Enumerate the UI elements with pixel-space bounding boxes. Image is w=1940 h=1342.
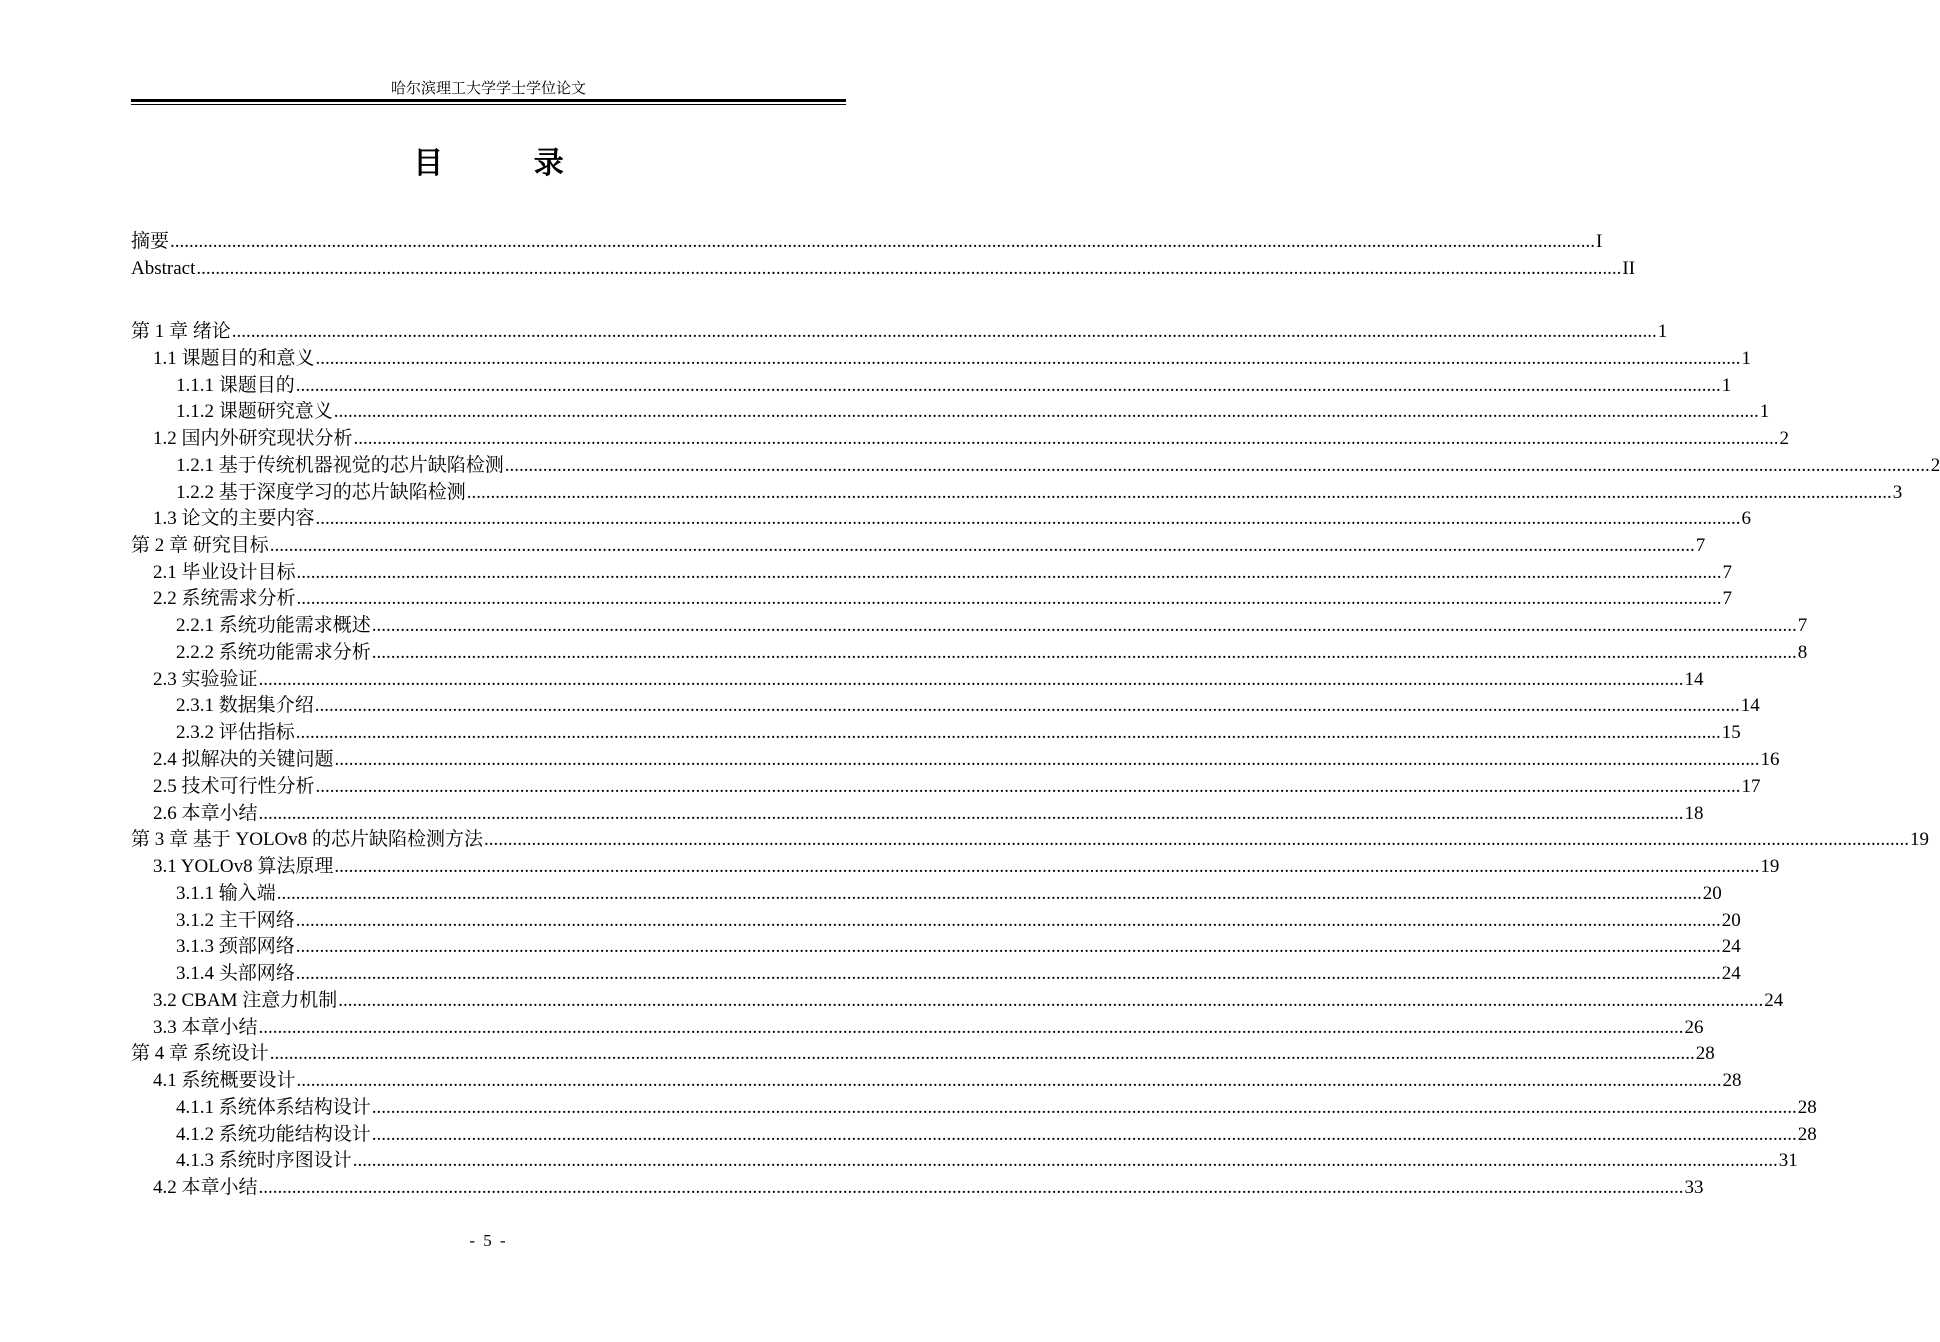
toc-entry-label: 1.2 国内外研究现状分析 [153,428,353,449]
toc-entry-label: 1.1.2 课题研究意义 [176,401,333,422]
toc-entry-page: 28 [1722,1070,1742,1091]
dot-leader: ............................................................................................................................................................................................................................................................................................................ [352,1150,1778,1171]
toc-entry[interactable] [131,1148,1798,1174]
dot-leader: ............................................................................................................................................................................................................................................................................................................ [258,669,1684,690]
toc-entry-page: I [1596,231,1603,252]
toc-entry-page: 6 [1741,508,1752,529]
toc-entry-page: 14 [1684,669,1704,690]
toc-entry[interactable] [131,667,1704,693]
dot-leader: ............................................................................................................................................................................................................................................................................................................ [371,1097,1797,1118]
dot-leader: ............................................................................................................................................................................................................................................................................................................ [315,508,1741,529]
toc-entry-page: 19 [1910,829,1930,850]
toc-entry-label: 1.1.1 课题目的 [176,375,295,396]
toc-entry[interactable] [131,934,1741,960]
dot-leader: ............................................................................................................................................................................................................................................................................................................ [314,695,1740,716]
toc-entry[interactable] [131,1122,1817,1148]
toc-entry-label: 3.1.2 主干网络 [176,910,295,931]
toc-entry-label: 第 3 章 基于 YOLOv8 的芯片缺陷检测方法 [131,829,484,850]
dot-leader: ............................................................................................................................................................................................................................................................................................................ [504,455,1930,476]
toc-entry-page: 33 [1684,1177,1704,1198]
toc-entry[interactable] [131,613,1808,639]
toc-entry[interactable] [131,693,1760,719]
toc-entry[interactable] [131,988,1784,1014]
dot-leader: ............................................................................................................................................................................................................................................................................................................ [170,231,1596,252]
toc-entry-page: 15 [1721,722,1741,743]
toc-entry[interactable] [131,426,1790,452]
dot-leader: ............................................................................................................................................................................................................................................................................................................ [371,1124,1797,1145]
toc-entry-page: 16 [1760,749,1780,770]
dot-leader: ............................................................................................................................................................................................................................................................................................................ [296,588,1722,609]
header-rule-thick [131,99,846,102]
dot-leader: ............................................................................................................................................................................................................................................................................................................ [333,401,1759,422]
toc-entry[interactable] [131,453,1940,479]
toc-entry[interactable] [131,480,1903,506]
dot-leader: ............................................................................................................................................................................................................................................................................................................ [296,1070,1722,1091]
dot-leader: ............................................................................................................................................................................................................................................................................................................ [371,615,1797,636]
toc-entry[interactable] [131,640,1808,666]
toc-entry-label: 2.1 毕业设计目标 [153,562,296,583]
toc-entry-label: 2.2.2 系统功能需求分析 [176,642,371,663]
toc-entry-page: 7 [1797,615,1808,636]
dot-leader: ............................................................................................................................................................................................................................................................................................................ [466,482,1892,503]
toc-entry-label: 1.2.1 基于传统机器视觉的芯片缺陷检测 [176,455,504,476]
dot-leader: ............................................................................................................................................................................................................................................................................................................ [231,321,1657,342]
toc-entry-page: 20 [1702,883,1722,904]
dot-leader: ............................................................................................................................................................................................................................................................................................................ [295,722,1721,743]
toc-entry-label: 2.5 技术可行性分析 [153,776,315,797]
toc-entry[interactable] [131,533,1706,559]
dot-leader: ............................................................................................................................................................................................................................................................................................................ [484,829,1910,850]
toc-entry-label: 2.2.1 系统功能需求概述 [176,615,371,636]
page-number: - 5 - [469,1231,508,1250]
toc-entry-page: 3 [1892,482,1903,503]
toc-entry[interactable] [131,774,1761,800]
toc-entry-page: 20 [1721,910,1741,931]
toc-entry-label: Abstract [131,258,196,279]
toc-entry-label: 4.1.2 系统功能结构设计 [176,1124,371,1145]
toc-entry-page: 24 [1721,963,1741,984]
toc-entry-page: 7 [1722,562,1733,583]
toc-entry-page: 2 [1779,428,1790,449]
toc-entry-label: 1.2.2 基于深度学习的芯片缺陷检测 [176,482,466,503]
toc-entry[interactable] [131,854,1780,880]
dot-leader: ............................................................................................................................................................................................................................................................................................................ [295,963,1721,984]
toc-entry-label: 4.2 本章小结 [153,1177,258,1198]
toc-entry-label: 3.1 YOLOv8 算法原理 [153,856,334,877]
toc-entry-label: 3.3 本章小结 [153,1017,258,1038]
toc-entry[interactable] [131,1068,1742,1094]
toc-entry-page: 24 [1721,936,1741,957]
toc-entry-label: 2.4 拟解决的关键问题 [153,749,334,770]
dot-leader: ............................................................................................................................................................................................................................................................................................................ [295,375,1721,396]
toc-entry[interactable] [131,720,1741,746]
toc-entry[interactable] [131,1095,1817,1121]
toc-entry[interactable] [131,229,1603,255]
dot-leader: ............................................................................................................................................................................................................................................................................................................ [258,803,1684,824]
toc-entry-label: 摘要 [131,231,170,252]
toc-entry[interactable] [131,506,1752,532]
toc-entry-label: 2.3 实验验证 [153,669,258,690]
toc-entry-label: 2.2 系统需求分析 [153,588,296,609]
toc-entry-page: 18 [1684,803,1704,824]
dot-leader: ............................................................................................................................................................................................................................................................................................................ [296,562,1722,583]
header-rule-thin [131,104,846,105]
running-header: 哈尔滨理工大学学士学位论文 [390,79,586,97]
toc-entry[interactable] [131,881,1722,907]
toc-entry-label: 3.1.4 头部网络 [176,963,295,984]
toc-entry[interactable] [131,399,1770,425]
toc-entry-label: 1.3 论文的主要内容 [153,508,315,529]
toc-entry-page: 19 [1760,856,1780,877]
toc-entry[interactable] [131,586,1733,612]
toc-entry-label: 4.1.1 系统体系结构设计 [176,1097,371,1118]
dot-leader: ............................................................................................................................................................................................................................................................................................................ [276,883,1702,904]
toc-entry-page: 24 [1764,990,1784,1011]
toc-entry-page: 28 [1797,1124,1817,1145]
toc-entry[interactable] [131,373,1732,399]
toc-entry-label: 2.6 本章小结 [153,803,258,824]
toc-entry-page: II [1622,258,1636,279]
toc-entry[interactable] [131,747,1780,773]
toc-entry-label: 第 4 章 系统设计 [131,1043,269,1064]
toc-entry[interactable] [131,1041,1715,1067]
toc-entry-page: 14 [1740,695,1760,716]
toc-entry-page: 2 [1930,455,1940,476]
toc-entry-page: 1 [1721,375,1732,396]
toc-entry-label: 1.1 课题目的和意义 [153,348,315,369]
dot-leader: ............................................................................................................................................................................................................................................................................................................ [295,936,1721,957]
dot-leader: ............................................................................................................................................................................................................................................................................................................ [258,1017,1684,1038]
dot-leader: ............................................................................................................................................................................................................................................................................................................ [334,749,1760,770]
toc-entry-page: 1 [1759,401,1770,422]
dot-leader: ............................................................................................................................................................................................................................................................................................................ [338,990,1764,1011]
toc-entry-label: 2.3.1 数据集介绍 [176,695,314,716]
toc-entry-label: 3.1.1 输入端 [176,883,276,904]
toc-entry-page: 17 [1741,776,1761,797]
toc-entry[interactable] [131,1015,1704,1041]
dot-leader: ............................................................................................................................................................................................................................................................................................................ [269,1043,1695,1064]
dot-leader: ............................................................................................................................................................................................................................................................................................................ [269,535,1695,556]
toc-entry-page: 8 [1797,642,1808,663]
dot-leader: ............................................................................................................................................................................................................................................................................................................ [258,1177,1684,1198]
toc-entry[interactable] [131,256,1636,282]
toc-entry-label: 3.1.3 颈部网络 [176,936,295,957]
dot-leader: ............................................................................................................................................................................................................................................................................................................ [334,856,1760,877]
toc-entry-label: 第 1 章 绪论 [131,321,231,342]
page-title: 目 录 [413,146,604,181]
dot-leader: ............................................................................................................................................................................................................................................................................................................ [315,776,1741,797]
dot-leader: ............................................................................................................................................................................................................................................................................................................ [196,258,1622,279]
toc-entry[interactable] [131,1175,1704,1201]
toc-entry[interactable] [131,801,1704,827]
dot-leader: ............................................................................................................................................................................................................................................................................................................ [353,428,1779,449]
dot-leader: ............................................................................................................................................................................................................................................................................................................ [315,348,1741,369]
toc-entry-label: 4.1.3 系统时序图设计 [176,1150,352,1171]
dot-leader: ............................................................................................................................................................................................................................................................................................................ [371,642,1797,663]
toc-entry[interactable] [131,961,1741,987]
toc-entry-page: 7 [1695,535,1706,556]
dot-leader: ............................................................................................................................................................................................................................................................................................................ [295,910,1721,931]
toc-entry-label: 2.3.2 评估指标 [176,722,295,743]
toc-entry[interactable] [131,827,1930,853]
toc-entry-page: 7 [1722,588,1733,609]
toc-entry-page: 28 [1695,1043,1715,1064]
toc-entry[interactable] [131,319,1668,345]
toc-entry-page: 31 [1778,1150,1798,1171]
toc-entry-label: 3.2 CBAM 注意力机制 [153,990,338,1011]
toc-entry[interactable] [131,560,1733,586]
toc-entry-label: 4.1 系统概要设计 [153,1070,296,1091]
toc-entry-page: 26 [1684,1017,1704,1038]
toc-entry-page: 1 [1657,321,1668,342]
toc-entry-label: 第 2 章 研究目标 [131,535,269,556]
toc-entry[interactable] [131,346,1752,372]
toc-entry-page: 1 [1741,348,1752,369]
toc-entry[interactable] [131,908,1741,934]
toc-entry-page: 28 [1797,1097,1817,1118]
